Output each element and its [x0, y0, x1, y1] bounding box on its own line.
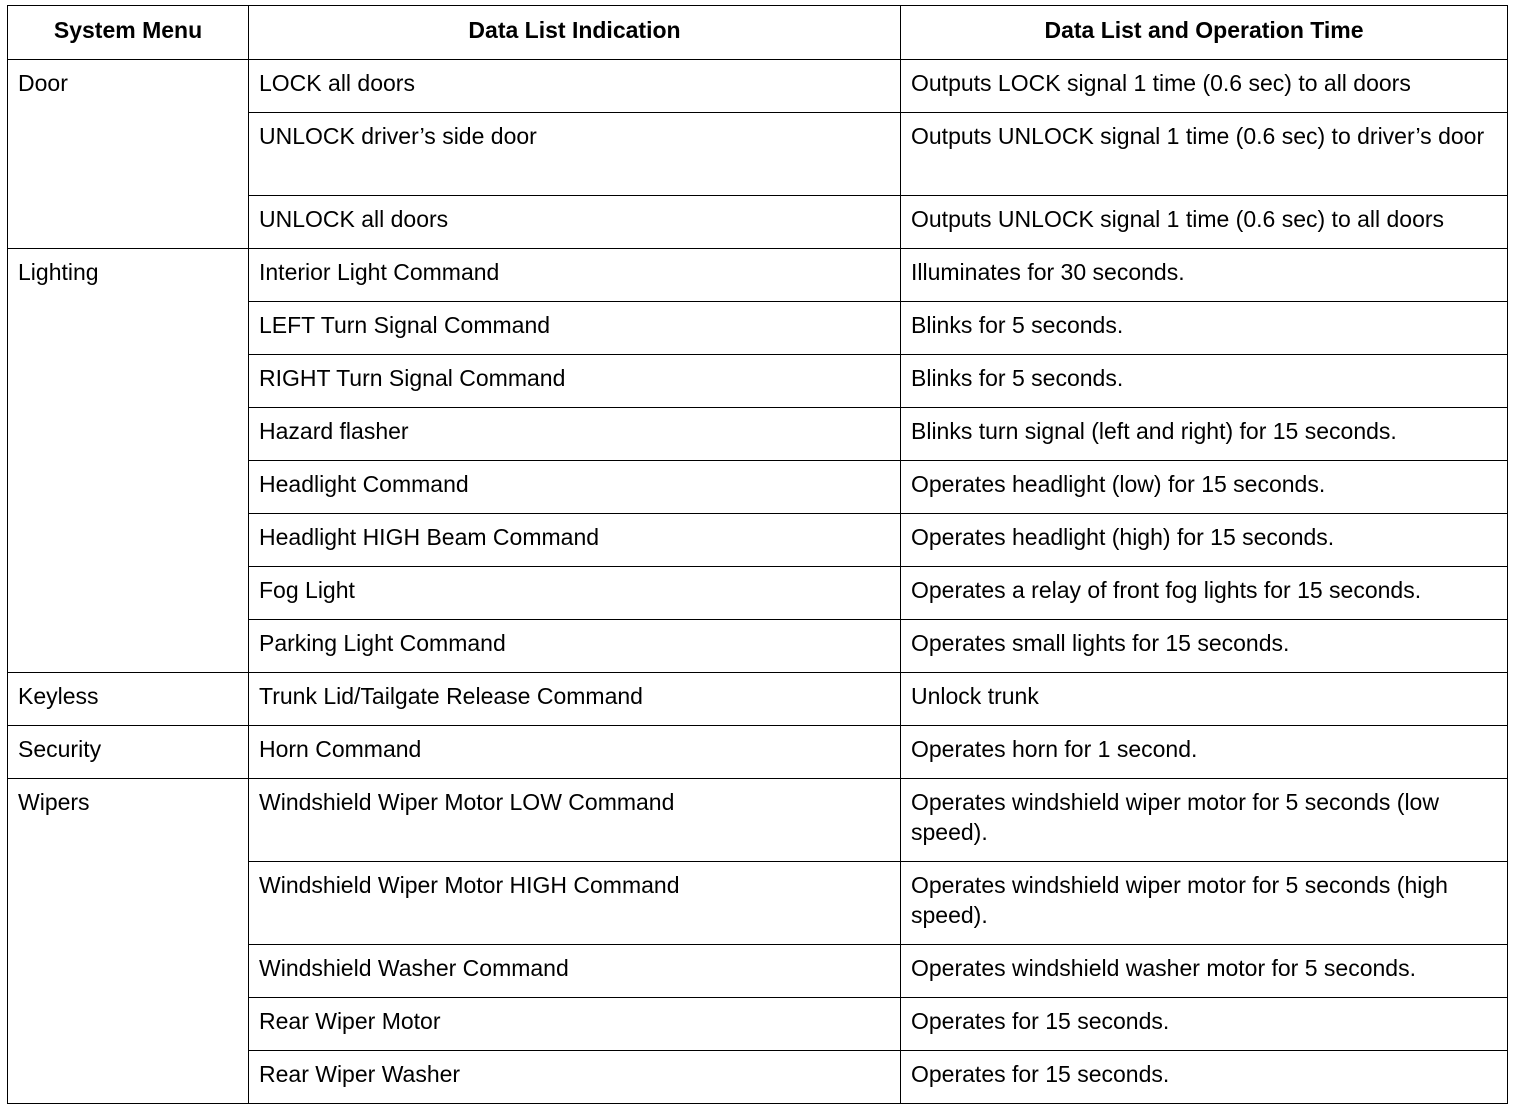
table-header-row [8, 6, 1508, 60]
system-menu-cell: Wipers [8, 779, 249, 1104]
indication-cell: Windshield Wiper Motor HIGH Command [249, 862, 901, 945]
indication-cell: UNLOCK driver’s side door [249, 113, 901, 196]
table-row [8, 726, 1508, 779]
indication-cell: Parking Light Command [249, 620, 901, 673]
indication-cell: Fog Light [249, 567, 901, 620]
operation-cell: Operates headlight (low) for 15 seconds. [901, 461, 1508, 514]
operation-cell: Blinks turn signal (left and right) for 15 seconds. [901, 408, 1508, 461]
operation-cell: Operates windshield wiper motor for 5 seconds (low speed). [901, 779, 1508, 862]
indication-cell: Hazard flasher [249, 408, 901, 461]
indication-cell: Headlight HIGH Beam Command [249, 514, 901, 567]
operation-cell: Unlock trunk [901, 673, 1508, 726]
indication-cell: Horn Command [249, 726, 901, 779]
system-menu-cell: Door [8, 60, 249, 249]
indication-cell: Rear Wiper Motor [249, 998, 901, 1051]
indication-cell: UNLOCK all doors [249, 196, 901, 249]
operation-cell: Operates for 15 seconds. [901, 1051, 1508, 1104]
operation-cell: Operates windshield wiper motor for 5 seconds (high speed). [901, 862, 1508, 945]
table-row [8, 60, 1508, 113]
operation-cell: Blinks for 5 seconds. [901, 302, 1508, 355]
indication-cell: Interior Light Command [249, 249, 901, 302]
header-operation-time: Data List and Operation Time [901, 6, 1508, 60]
indication-cell: LEFT Turn Signal Command [249, 302, 901, 355]
indication-cell: Trunk Lid/Tailgate Release Command [249, 673, 901, 726]
operation-cell: Illuminates for 30 seconds. [901, 249, 1508, 302]
operation-cell: Operates horn for 1 second. [901, 726, 1508, 779]
header-data-list-indication: Data List Indication [249, 6, 901, 60]
indication-cell: LOCK all doors [249, 60, 901, 113]
operation-cell: Blinks for 5 seconds. [901, 355, 1508, 408]
indication-cell: Windshield Wiper Motor LOW Command [249, 779, 901, 862]
system-menu-cell: Keyless [8, 673, 249, 726]
indication-cell: RIGHT Turn Signal Command [249, 355, 901, 408]
operation-cell: Operates headlight (high) for 15 seconds. [901, 514, 1508, 567]
table-row [8, 249, 1508, 302]
indication-cell: Windshield Washer Command [249, 945, 901, 998]
indication-cell: Rear Wiper Washer [249, 1051, 901, 1104]
operation-cell: Outputs UNLOCK signal 1 time (0.6 sec) to driver’s door [901, 113, 1508, 196]
operation-cell: Operates small lights for 15 seconds. [901, 620, 1508, 673]
data-list-table [7, 5, 1508, 1104]
header-system-menu: System Menu [8, 6, 249, 60]
system-menu-cell: Lighting [8, 249, 249, 673]
indication-cell: Headlight Command [249, 461, 901, 514]
table-row [8, 673, 1508, 726]
table-row [8, 779, 1508, 862]
operation-cell: Operates windshield washer motor for 5 seconds. [901, 945, 1508, 998]
operation-cell: Operates for 15 seconds. [901, 998, 1508, 1051]
system-menu-cell: Security [8, 726, 249, 779]
operation-cell: Outputs LOCK signal 1 time (0.6 sec) to all doors [901, 60, 1508, 113]
operation-cell: Outputs UNLOCK signal 1 time (0.6 sec) to all doors [901, 196, 1508, 249]
operation-cell: Operates a relay of front fog lights for 15 seconds. [901, 567, 1508, 620]
